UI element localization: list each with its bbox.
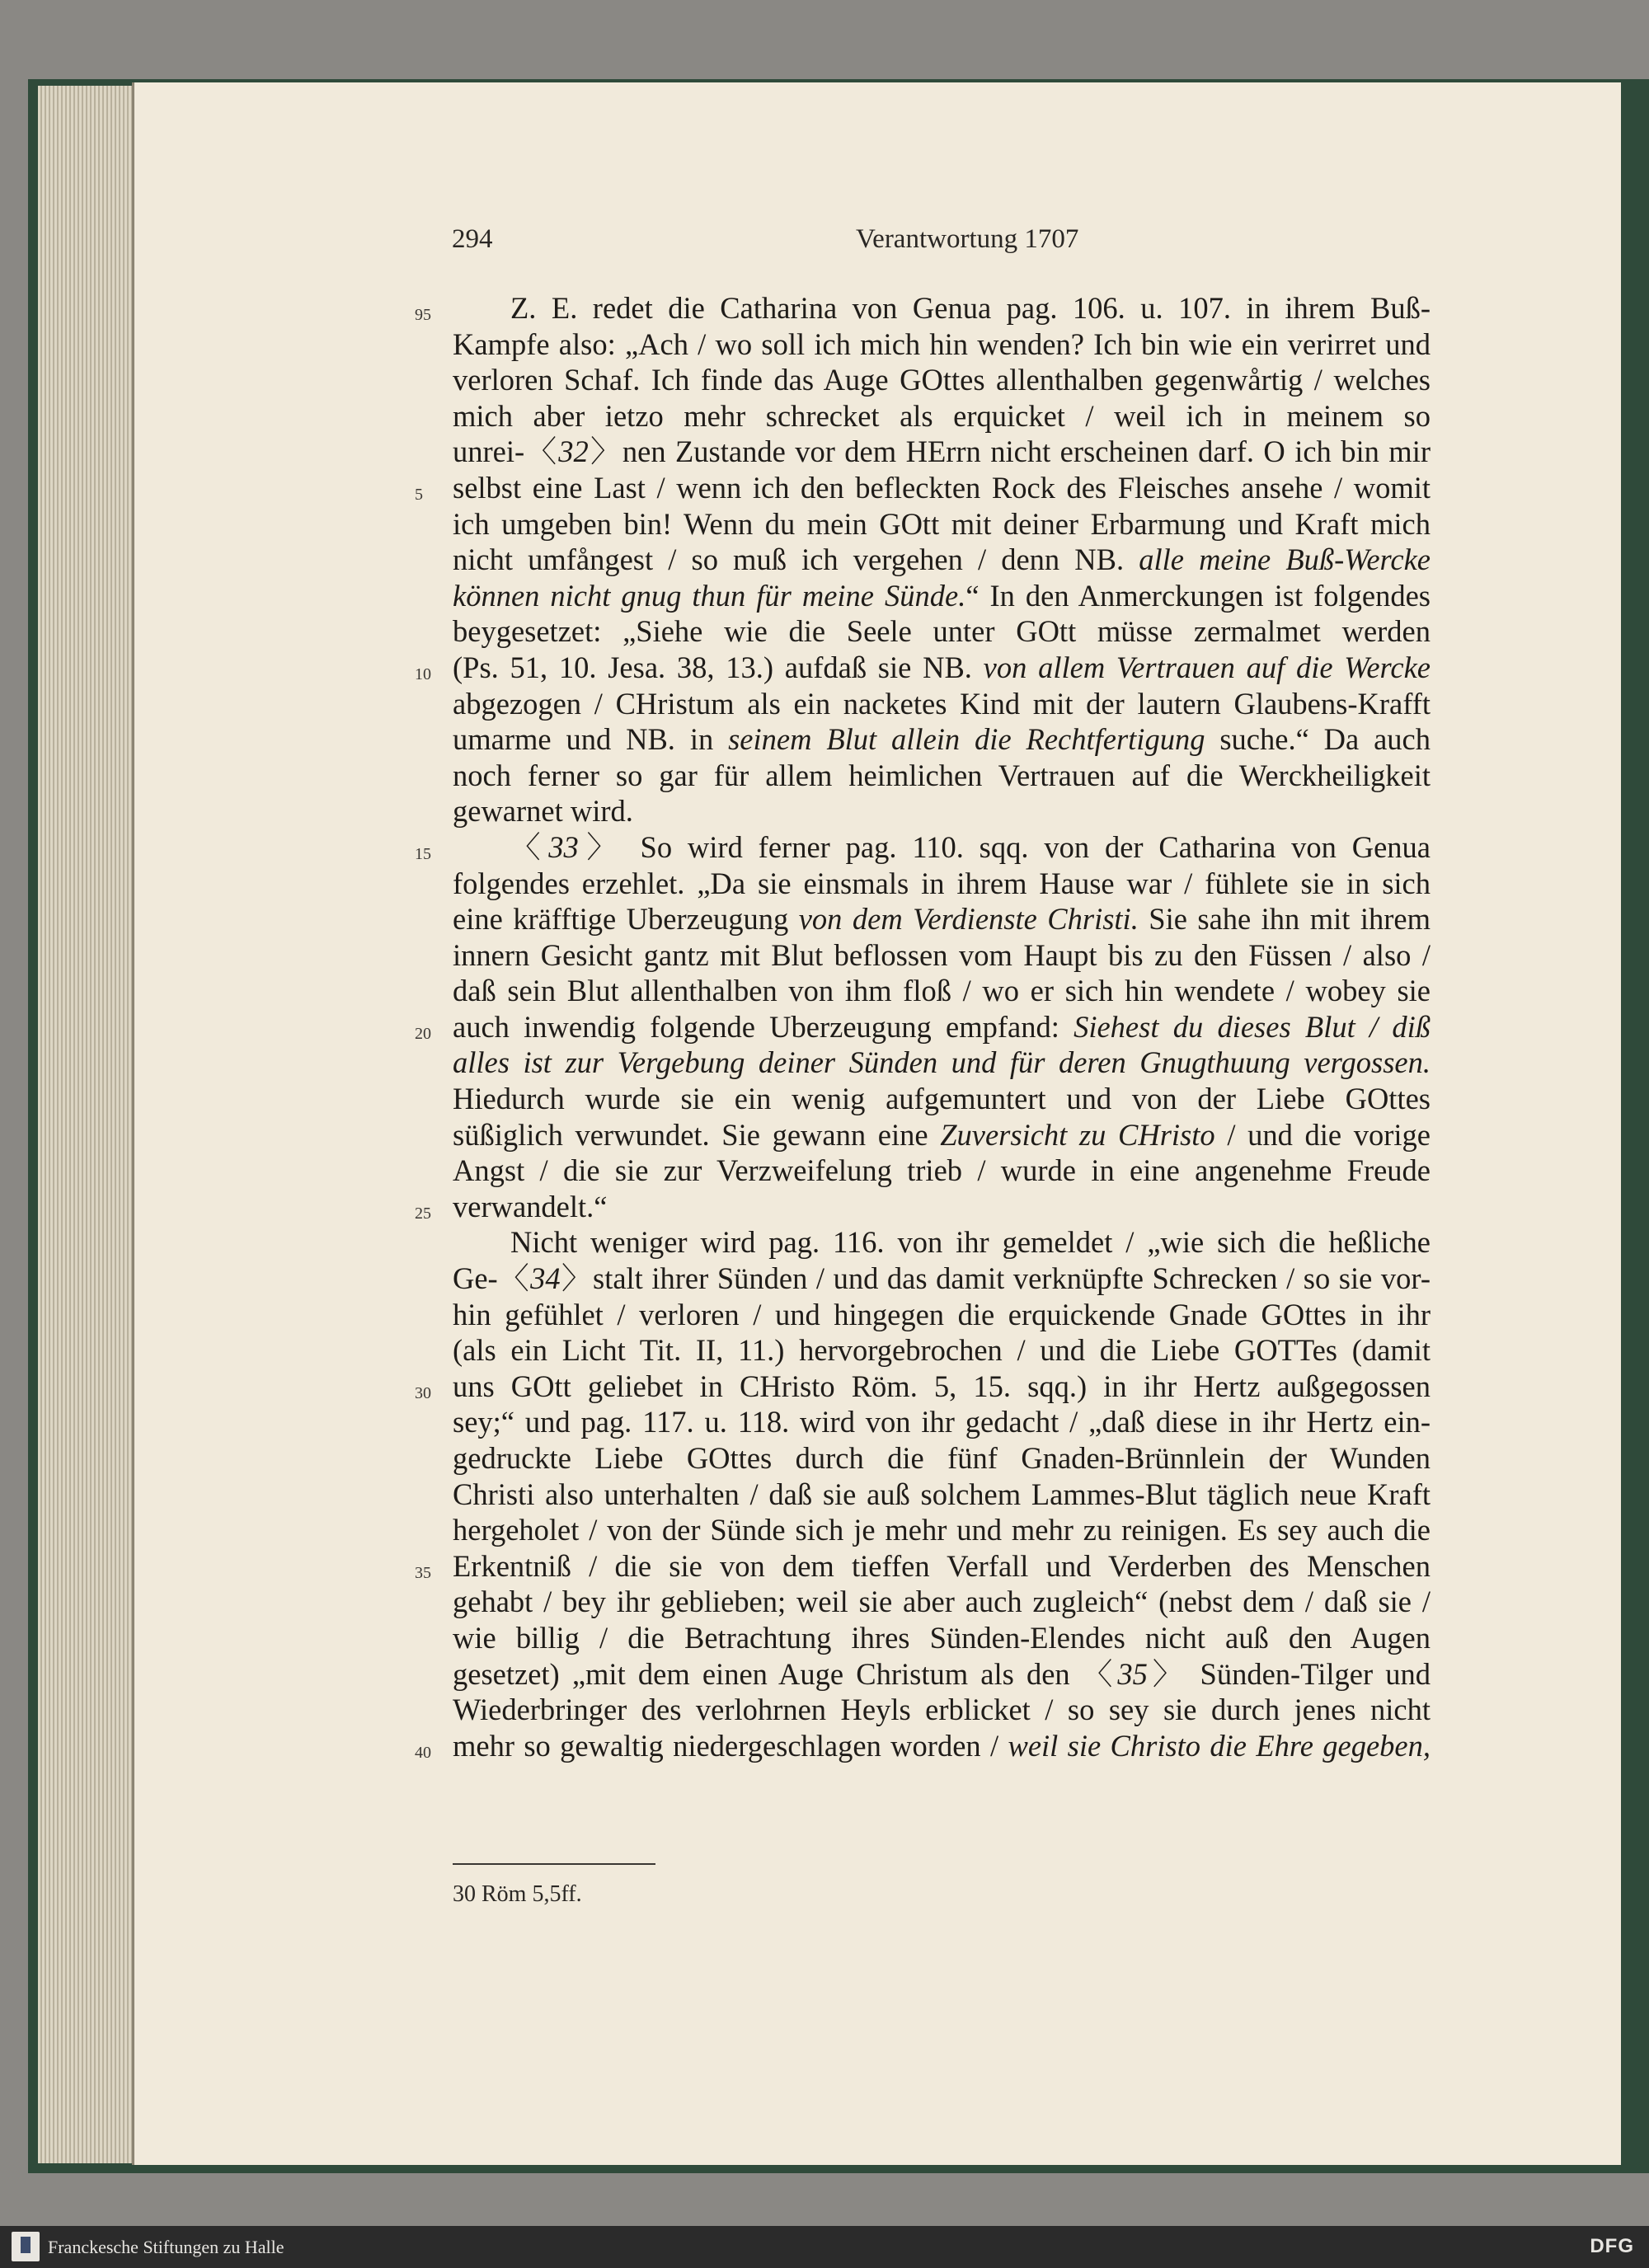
text-line: umarme und NB. in seinem Blut allein die Rechtfertigung suche.“ Da auch	[453, 722, 1431, 757]
line-number: 15	[415, 844, 431, 863]
page-stack-edges	[38, 86, 137, 2163]
footnote-rule	[453, 1863, 655, 1865]
text-line: mehr so gewaltig niedergeschlagen worden / weil sie Christo die Ehre gegeben, 40	[453, 1728, 1431, 1764]
text-line: wie billig / die Betrachtung ihres Sünden-Elendes nicht auß den Augen	[453, 1620, 1431, 1655]
text-line: mich aber ietzo mehr schrecket als erquicket / weil ich in meinem so	[453, 398, 1431, 433]
text-line: selbst eine Last / wenn ich den befleckten Rock des Fleisches ansehe / womit 5	[453, 470, 1431, 506]
text-line: beygesetzet: „Siehe wie die Seele unter GOtt müsse zermalmet werden	[453, 614, 1431, 649]
text-line: ich umgeben bin! Wenn du mein GOtt mit deiner Erbarmung und Kraft mich	[453, 506, 1431, 541]
text-line: gehabt / bey ihr geblieben; weil sie aber auch zugleich“ (nebst dem / daß sie /	[453, 1585, 1431, 1619]
line-number: 10	[415, 664, 431, 683]
text-line: daß sein Blut allenthalben von ihm floß / wo er sich hin wendete / wobey sie	[453, 974, 1431, 1008]
text-line: Kampfe also: „Ach / wo soll ich mich hin wenden? Ich bin wie ein verirret und	[453, 326, 1431, 361]
line-number: 5	[415, 485, 423, 504]
text-line: abgezogen / CHristum als ein nacketes Kind mit der lautern Glaubens-Krafft	[453, 686, 1431, 721]
text-line: Nicht weniger wird pag. 116. von ihr gemeldet / „wie sich die heßliche	[510, 1225, 1431, 1260]
text-line: Ge-〈34〉stalt ihrer Sünden / und das damit verknüpfte Schrecken / so sie vor-	[453, 1261, 1431, 1296]
main-text	[415, 290, 1431, 1763]
text-line: folgendes erzehlet. „Da sie einsmals in ihrem Hause war / fühlete sie in sich	[453, 866, 1431, 900]
text-line: (Ps. 51, 10. Jesa. 38, 13.) aufdaß sie NB. von allem Vertrauen auf die Wercke 10	[453, 650, 1431, 686]
text-line: verwandelt.“ 25	[453, 1189, 1431, 1225]
page-gutter	[132, 82, 134, 2165]
line-number: 25	[415, 1204, 431, 1223]
line-number: 95	[415, 306, 431, 324]
text-line: eine kräfftige Uberzeugung von dem Verdienste Christi. Sie sahe ihn mit ihrem	[453, 902, 1431, 937]
text-line: Z. E. redet die Catharina von Genua pag. 106. u. 107. in ihrem Buß- 95	[453, 290, 1431, 326]
text-line: hergeholet / von der Sünde sich je mehr und mehr zu reinigen. Es sey auch die	[453, 1513, 1431, 1547]
text-line: süßiglich verwundet. Sie gewann eine Zuversicht zu CHristo / und die vorige	[453, 1117, 1431, 1152]
dfg-logo[interactable]: DFG	[1590, 2235, 1634, 2257]
institution-logo-icon[interactable]	[12, 2232, 40, 2261]
text-line: (als ein Licht Tit. II, 11.) hervorgebrochen / und die Liebe GOTTes (damit	[453, 1333, 1431, 1368]
line-number: 40	[415, 1743, 431, 1762]
text-line: sey;“ und pag. 117. u. 118. wird von ihr gedacht / „daß diese in ihr Hertz ein-	[453, 1405, 1431, 1439]
text-line: uns GOtt geliebet in CHristo Röm. 5, 15. sqq.) in ihr Hertz außgegossen 30	[453, 1369, 1431, 1405]
text-line: nicht umfångest / so muß ich vergehen / denn NB. alle meine Buß-Wercke	[453, 542, 1431, 577]
line-number: 30	[415, 1383, 431, 1402]
text-line: Hiedurch wurde sie ein wenig aufgemuntert und von der Liebe GOttes	[453, 1082, 1431, 1116]
institution-name[interactable]: Franckesche Stiftungen zu Halle	[48, 2237, 284, 2257]
line-number: 35	[415, 1563, 431, 1582]
text-line: 〈33〉 So wird ferner pag. 110. sqq. von der Catharina von Genua 15	[453, 829, 1431, 866]
text-line: Christi also unterhalten / daß sie auß solchem Lammes-Blut täglich neue Kraft	[453, 1477, 1431, 1511]
text-line: Angst / die sie zur Verzweifelung trieb / wurde in eine angenehme Freude	[453, 1153, 1431, 1188]
text-line: gewarnet wird.	[453, 794, 633, 829]
line-number: 20	[415, 1024, 431, 1043]
text-line: noch ferner so gar für allem heimlichen Vertrauen auf die Werckheiligkeit	[453, 758, 1431, 792]
running-title: Verantwortung 1707	[856, 224, 1079, 254]
footnote: 30 Röm 5,5ff.	[453, 1881, 582, 1907]
text-line: innern Gesicht gantz mit Blut beflossen vom Haupt bis zu den Füssen / also /	[453, 937, 1431, 972]
text-line: gesetzet) „mit dem einen Auge Christum als den 〈35〉 Sünden-Tilger und	[453, 1656, 1431, 1691]
text-line: gedruckte Liebe GOttes durch die fünf Gnaden-Brünnlein der Wunden	[453, 1441, 1431, 1475]
text-line: alles ist zur Vergebung deiner Sünden und für deren Gnugthuung vergossen.	[453, 1045, 1431, 1080]
text-line: Wiederbringer des verlohrnen Heyls erblicket / so sey sie durch jenes nicht	[453, 1693, 1431, 1727]
text-line: Erkentniß / die sie von dem tieffen Verfall und Verderben des Menschen 35	[453, 1548, 1431, 1585]
page-number: 294	[452, 224, 493, 254]
text-line: auch inwendig folgende Uberzeugung empfand: Siehest du dieses Blut / diß 20	[453, 1009, 1431, 1045]
text-line: unrei-〈32〉nen Zustande vor dem HErrn nicht erscheinen darf. O ich bin mir	[453, 434, 1431, 469]
text-line: verloren Schaf. Ich finde das Auge GOttes allenthalben gegenwårtig / welches	[453, 363, 1431, 397]
text-line: können nicht gnug thun für meine Sünde.“ In den Anmerckungen ist folgendes	[453, 578, 1431, 613]
text-line: hin gefühlet / verloren / und hingegen die erquickende Gnade GOttes in ihr	[453, 1297, 1431, 1331]
